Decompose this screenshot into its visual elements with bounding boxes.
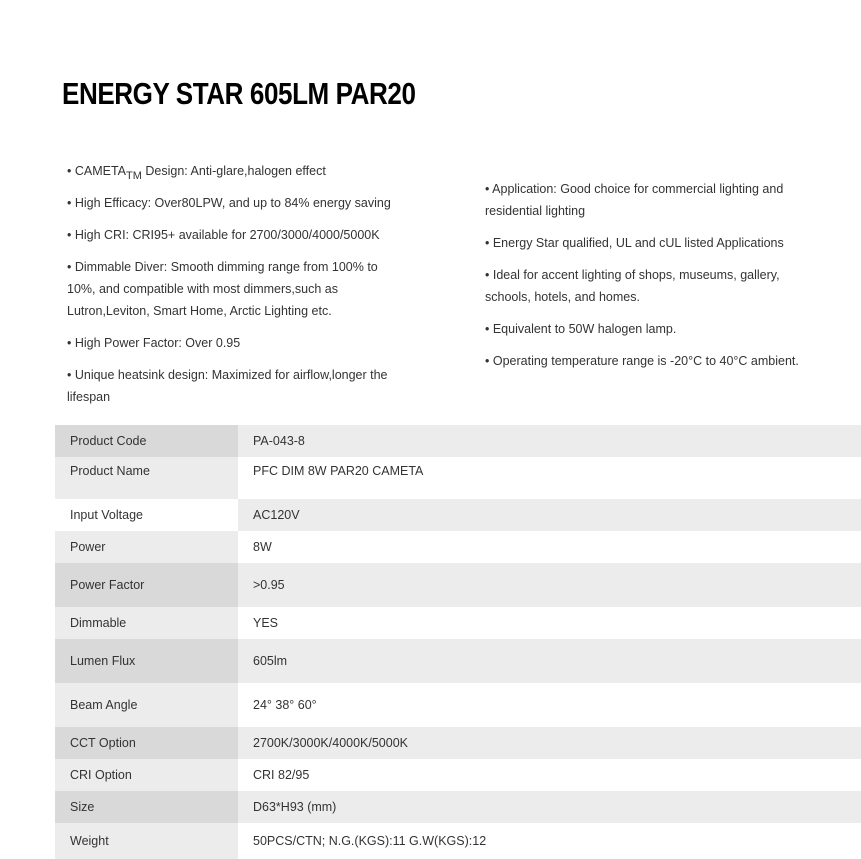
spec-label: CRI Option bbox=[55, 759, 238, 791]
spec-label: Product Code bbox=[55, 425, 238, 457]
spec-value: PFC DIM 8W PAR20 CAMETA bbox=[238, 457, 861, 499]
feature-item: • Equivalent to 50W halogen lamp. bbox=[485, 322, 677, 336]
spec-label: Weight bbox=[55, 823, 238, 859]
spec-label: Dimmable bbox=[55, 607, 238, 639]
spec-label: Power bbox=[55, 531, 238, 563]
spec-row-product-code bbox=[55, 425, 861, 457]
spec-value: 2700K/3000K/4000K/5000K bbox=[238, 727, 861, 759]
spec-value: YES bbox=[238, 607, 861, 639]
feature-item: • Energy Star qualified, UL and cUL listed Applications bbox=[485, 236, 784, 250]
spec-label: Product Name bbox=[55, 457, 238, 499]
spec-row-product-name bbox=[55, 457, 861, 499]
spec-value: >0.95 bbox=[238, 563, 861, 607]
spec-row-cri-option bbox=[55, 759, 861, 791]
spec-row-weight bbox=[55, 823, 861, 859]
spec-label: Lumen Flux bbox=[55, 639, 238, 683]
spec-label: Power Factor bbox=[55, 563, 238, 607]
feature-item: • Dimmable Diver: Smooth dimming range from 100% to 10%, and compatible with most dimmers,such as Lutron,Leviton, Smart Home, Arctic Lighting etc. bbox=[67, 260, 378, 318]
spec-value: 605lm bbox=[238, 639, 861, 683]
feature-item: • Ideal for accent lighting of shops, museums, gallery, schools, hotels, and homes. bbox=[485, 268, 780, 304]
spec-table bbox=[55, 425, 861, 859]
spec-label: Beam Angle bbox=[55, 683, 238, 727]
spec-label: Size bbox=[55, 791, 238, 823]
feature-item: • High CRI: CRI95+ available for 2700/3000/4000/5000K bbox=[67, 228, 380, 242]
spec-row-power bbox=[55, 531, 861, 563]
feature-item: • High Power Factor: Over 0.95 bbox=[67, 336, 241, 350]
spec-label: CCT Option bbox=[55, 727, 238, 759]
feature-item: • Operating temperature range is -20°C to 40°C ambient. bbox=[485, 354, 799, 368]
features-right bbox=[485, 178, 815, 382]
spec-value: 8W bbox=[238, 531, 861, 563]
spec-value: 50PCS/CTN; N.G.(KGS):11 G.W(KGS):12 bbox=[238, 823, 861, 859]
spec-value: CRI 82/95 bbox=[238, 759, 861, 791]
page-title: ENERGY STAR 605LM PAR20 bbox=[62, 76, 416, 111]
spec-row-input-voltage bbox=[55, 499, 861, 531]
feature-item: • Application: Good choice for commercial lighting and residential lighting bbox=[485, 182, 784, 218]
feature-item: • $CAMETA_{TM}$ Design: Anti-glare,halogen effect bbox=[67, 164, 326, 182]
spec-row-size bbox=[55, 791, 861, 823]
spec-value: PA-043-8 bbox=[238, 425, 861, 457]
features-left bbox=[67, 160, 397, 418]
spec-value: AC120V bbox=[238, 499, 861, 531]
trademark-sub: TM bbox=[126, 170, 142, 182]
spec-label: Input Voltage bbox=[55, 499, 238, 531]
feature-item: • High Efficacy: Over80LPW, and up to 84% energy saving bbox=[67, 196, 391, 210]
spec-value: 24° 38° 60° bbox=[238, 683, 861, 727]
spec-row-dimmable bbox=[55, 607, 861, 639]
spec-row-power-factor bbox=[55, 563, 861, 607]
feature-item: • Unique heatsink design: Maximized for airflow,longer the lifespan bbox=[67, 368, 388, 404]
spec-row-beam-angle bbox=[55, 683, 861, 727]
spec-value: D63*H93 (mm) bbox=[238, 791, 861, 823]
spec-row-cct-option bbox=[55, 727, 861, 759]
spec-row-lumen-flux bbox=[55, 639, 861, 683]
